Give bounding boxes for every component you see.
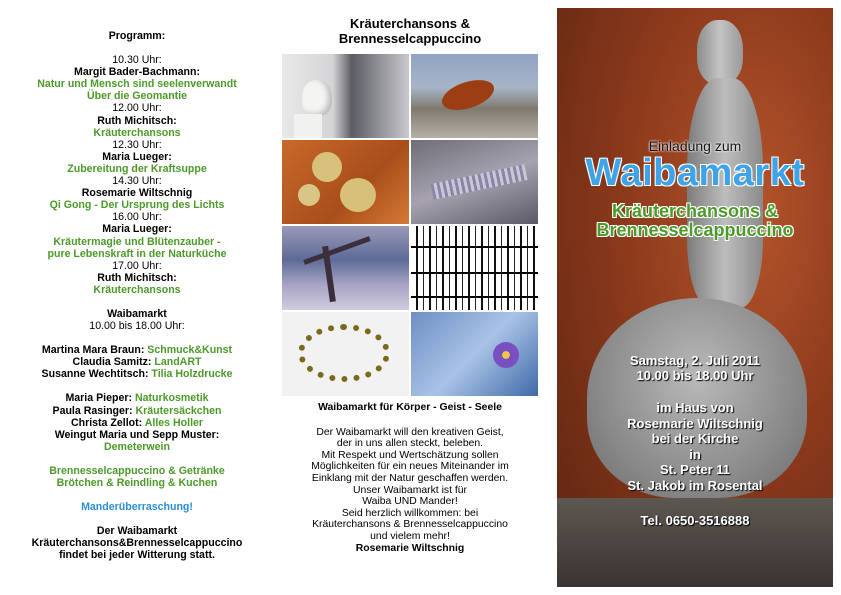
exhibitor-line	[0, 405, 274, 417]
place-line: St. Peter 11	[659, 462, 731, 477]
footer-line-2: Kräuterchansons&Brennesselcappuccino	[31, 537, 243, 550]
exhibitor-line	[0, 368, 274, 380]
food-line-1: Brennesselcappuccino & Getränke	[49, 464, 225, 477]
market-title: Waibamarkt	[107, 307, 167, 320]
place-line: in	[689, 446, 701, 462]
photo-grid	[282, 54, 538, 396]
program-line: Kräutermagie und Blütenzauber -	[53, 235, 221, 248]
cover-place	[557, 400, 833, 493]
intro-paragraph	[282, 427, 538, 543]
program-line: 10.30 Uhr:	[112, 54, 162, 67]
program-line: Über die Geomantie	[86, 90, 188, 103]
exhibitor-line	[0, 344, 274, 356]
paragraph-line: und vielem mehr!	[370, 530, 450, 542]
middle-title-line-2: Brennesselcappuccino	[338, 31, 482, 46]
exhibitor-product: LandART	[154, 356, 202, 369]
place-line: Rosemarie Wiltschnig	[627, 415, 763, 431]
program-line: Ruth Michitsch:	[97, 271, 177, 284]
exhibitor-name: Claudia Samitz:	[72, 356, 155, 369]
exhibitor-name: Maria Pieper:	[65, 392, 135, 405]
cover-einladung: Einladung zum	[648, 138, 742, 154]
program-line: 16.00 Uhr:	[112, 211, 162, 224]
leaves-photo	[282, 140, 409, 224]
cover-subtitle-2: Brennesselcappuccino	[596, 220, 794, 240]
exhibitor-name: Susanne Wechtitsch:	[41, 368, 152, 381]
middle-title	[282, 16, 538, 46]
cover-time: 10.00 bis 18.00 Uhr	[636, 368, 754, 383]
middle-title-line-1: Kräuterchansons &	[350, 16, 470, 31]
paragraph-line: Kräuterchansons & Brennesselcappuccino	[312, 519, 508, 531]
middle-heading: Waibamarkt für Körper - Geist - Seele	[318, 402, 502, 413]
exhibitor-product: Tilia Holzdrucke	[151, 368, 233, 381]
paragraph-line: Waiba UND Mander!	[362, 496, 458, 508]
exhibitors-group-1	[0, 344, 274, 380]
program-line: 17.00 Uhr:	[112, 259, 162, 272]
place-line: im Haus von	[656, 400, 734, 415]
lavender-photo	[411, 140, 538, 224]
paragraph-line: Unser Waibamarkt ist für	[353, 484, 467, 496]
exhibitor-name: Martina Mara Braun:	[41, 344, 148, 357]
program-line: Zubereitung der Kraftsuppe	[67, 162, 207, 175]
program-line: Maria Lueger:	[102, 150, 172, 163]
program-line: pure Lebenskraft in der Naturküche	[47, 247, 227, 260]
paragraph-line: Einklang mit der Natur geschaffen werden.	[311, 472, 509, 484]
paragraph-line: der in uns allen steckt, beleben.	[336, 438, 484, 450]
market-time: 10.00 bis 18.00 Uhr:	[89, 320, 185, 333]
sheet-music-image	[411, 226, 538, 310]
cover-phone: Tel. 0650-3516888	[640, 513, 750, 528]
program-line: Kräuterchansons	[93, 126, 181, 139]
cover-subtitle-1: Kräuterchansons &	[611, 201, 779, 221]
paragraph-line: Der Waibamarkt will den kreativen Geist,	[316, 426, 504, 438]
exhibitors-group-2	[0, 392, 274, 428]
cover-title: Waibamarkt	[585, 152, 805, 194]
program-line: 12.30 Uhr:	[112, 138, 162, 151]
paragraph-line: Mit Respekt und Wertschätzung sollen	[321, 449, 499, 461]
exhibitor-name: Paula Rasinger:	[52, 404, 136, 417]
paragraph-line: Seid herzlich willkommen: bei	[341, 507, 479, 519]
exhibitor-line	[0, 392, 274, 404]
tree-painting	[282, 226, 409, 310]
buddha-photo	[282, 54, 409, 138]
food-line-2: Brötchen & Reindling & Kuchen	[56, 477, 218, 489]
exhibitor-name: Christa Zellot:	[70, 416, 145, 429]
program-line: Natur und Mensch sind seelenverwandt	[37, 78, 237, 91]
program-line: Qi Gong - Der Ursprung des Lichts	[49, 199, 225, 212]
program-line: Margit Bader-Bachmann:	[74, 66, 200, 79]
exhibitor-line	[0, 417, 274, 429]
footer-line-3: findet bei jeder Witterung statt.	[59, 549, 215, 562]
place-line: bei der Kirche	[651, 431, 739, 446]
program-schedule	[0, 54, 274, 296]
footer-line-1: Der Waibamarkt	[96, 525, 178, 538]
signature: Rosemarie Wiltschnig	[355, 542, 465, 554]
program-line: Ruth Michitsch:	[97, 114, 177, 127]
cover-panel	[557, 8, 833, 587]
program-line: Maria Lueger:	[102, 223, 172, 236]
winery-product: Demeterwein	[104, 440, 170, 453]
cover-date: Samstag, 2. Juli 2011	[629, 353, 761, 368]
program-column	[0, 30, 274, 561]
middle-text	[282, 402, 538, 554]
exhibitor-product: Schmuck&Kunst	[147, 344, 233, 357]
flower-photo	[411, 312, 538, 396]
exhibitor-product: Alles Holler	[144, 416, 204, 429]
program-line: Rosemarie Wiltschnig	[81, 187, 193, 200]
surprise-line: Manderüberraschung!	[81, 501, 193, 514]
program-title: Programm:	[108, 30, 166, 42]
program-line: 12.00 Uhr:	[112, 102, 162, 115]
exhibitor-product: Naturkosmetik	[134, 392, 209, 405]
seashore-photo	[411, 54, 538, 138]
program-line: 14.30 Uhr:	[112, 175, 162, 188]
place-line: St. Jakob im Rosental	[627, 477, 763, 493]
ground	[557, 498, 833, 587]
sculpture-head	[697, 20, 743, 84]
exhibitor-product: Kräutersäckchen	[135, 404, 222, 417]
winery-name: Weingut Maria und Sepp Muster:	[54, 428, 220, 441]
necklace-photo	[282, 312, 409, 396]
paragraph-line: Möglichkeiten für ein neues Miteinander im	[311, 461, 509, 473]
program-line: Kräuterchansons	[93, 283, 181, 296]
exhibitor-line	[0, 356, 274, 368]
